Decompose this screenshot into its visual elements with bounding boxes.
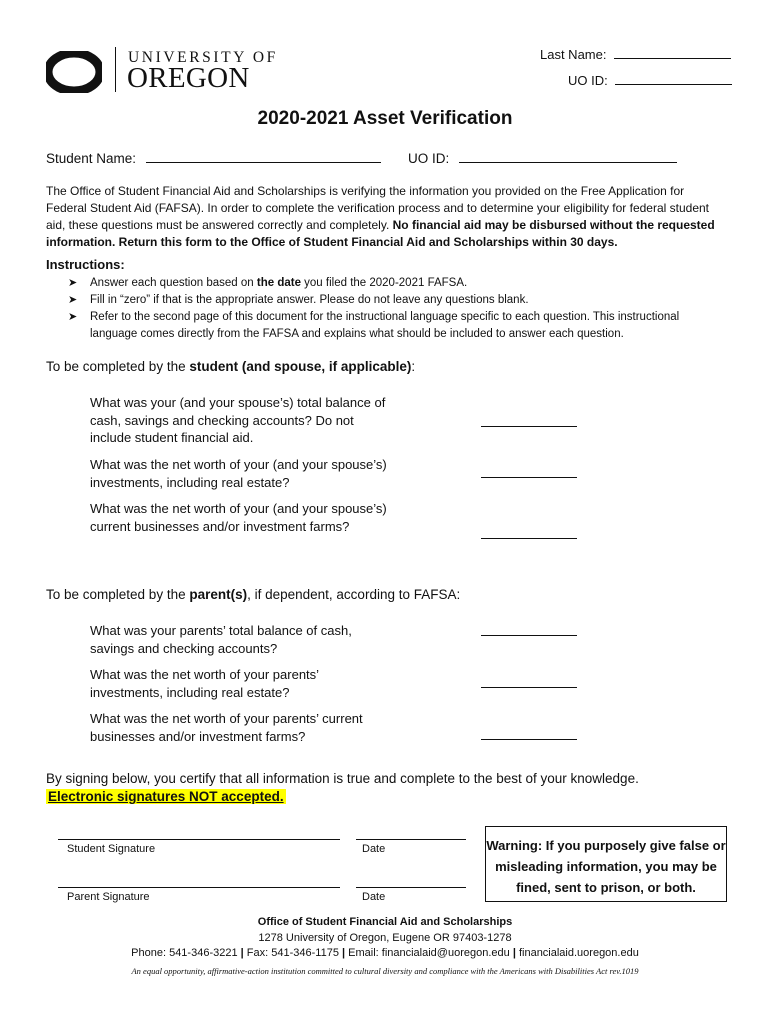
student-date-label: Date: [362, 843, 386, 855]
student-signature-label: Student Signature: [67, 843, 156, 855]
intro-text: The Office of Student Financial Aid and Scholarships is verifying the information you provided on the Free Application for Federal Student Aid (FAFSA). In order to complete the verification process and to determine your eligibility for federal student aid, these questions must be answered correctly and completely.: [46, 184, 710, 232]
student-question-businesses: What was the net worth of your (and your spouse’s) current businesses and/or investment farms?: [90, 501, 387, 534]
student-uo-id-label: UO ID:: [408, 151, 450, 166]
footer-fax: Fax: 541-346-1175: [246, 947, 339, 959]
footer-email[interactable]: Email: financialaid@uoregon.edu: [348, 947, 510, 959]
student-uo-id-blank[interactable]: [459, 151, 677, 163]
instruction-item: ➤ Answer each question based on the date you filed the 2020-2021 FAFSA.: [68, 275, 708, 292]
header-last-name-blank[interactable]: [614, 47, 731, 59]
student-answer-investments-line[interactable]: [481, 477, 577, 478]
parent-question-investments: What was the net worth of your parents’ investments, including real estate?: [90, 667, 319, 700]
arrow-bullet-icon: ➤: [68, 294, 78, 306]
warning-line-3: fined, sent to prison, or both.: [516, 880, 696, 895]
student-answer-businesses-line[interactable]: [481, 538, 577, 539]
parent-answer-businesses-line[interactable]: [481, 739, 577, 740]
warning-box: [485, 826, 727, 902]
parent-signature-label: Parent Signature: [67, 891, 150, 903]
student-section-heading: To be completed by the student (and spouse, if applicable):: [46, 359, 416, 374]
student-name-field[interactable]: [46, 151, 381, 166]
logo-university-of: UNIVERSITY OF: [128, 49, 278, 66]
parent-answer-cash-line[interactable]: [481, 635, 577, 636]
parent-date-line[interactable]: [356, 887, 466, 888]
parent-date-label: Date: [362, 891, 386, 903]
page-title: 2020-2021 Asset Verification: [257, 108, 513, 129]
instructions-heading: Instructions:: [46, 257, 125, 272]
header-last-name-label: Last Name:: [540, 47, 607, 62]
intro-paragraph: [46, 183, 726, 251]
logo-divider: [115, 47, 116, 92]
header-uo-id-blank[interactable]: [615, 73, 732, 85]
student-uo-id-field[interactable]: [408, 151, 677, 166]
footer-address: 1278 University of Oregon, Eugene OR 97403-1278: [258, 932, 512, 944]
footer-contact: Phone: 541-346-3221 | Fax: 541-346-1175 | Email: financialaid@uoregon.edu | financialaid.uoregon.edu: [131, 947, 639, 959]
student-question-investments: What was the net worth of your (and your spouse’s) investments, including real estate?: [90, 457, 387, 490]
instruction-item: ➤ Fill in “zero” if that is the appropriate answer. Please do not leave any questions blank.: [68, 292, 708, 309]
header-uo-id-label: UO ID:: [568, 73, 608, 88]
esig-notice: Electronic signatures NOT accepted.: [48, 789, 284, 804]
instruction-item: ➤ Refer to the second page of this document for the instructional language specific to each question. This instructional language comes directly from the FAFSA and explains what should be included to answer each question.: [68, 311, 680, 340]
parent-section-heading: To be completed by the parent(s), if dependent, according to FAFSA:: [46, 587, 461, 602]
footer-website-link[interactable]: financialaid.uoregon.edu: [518, 947, 639, 959]
student-signature-line[interactable]: [58, 839, 340, 840]
arrow-bullet-icon: ➤: [68, 311, 78, 323]
footer-office: Office of Student Financial Aid and Scholarships: [257, 916, 513, 928]
header-uo-id-field[interactable]: [568, 73, 732, 88]
parent-question-businesses: What was the net worth of your parents’ current businesses and/or investment farms?: [90, 711, 363, 744]
logo-oregon: OREGON: [127, 62, 250, 94]
student-date-line[interactable]: [356, 839, 466, 840]
parent-answer-investments-line[interactable]: [481, 687, 577, 688]
parent-question-cash: What was your parents’ total balance of cash, savings and checking accounts?: [90, 623, 352, 656]
warning-line-1: Warning: If you purposely give false or: [486, 838, 726, 853]
footer-phone: Phone: 541-346-3221: [131, 947, 238, 959]
uo-o-logo-icon: [46, 51, 102, 93]
parent-signature-line[interactable]: [58, 887, 340, 888]
arrow-bullet-icon: ➤: [68, 277, 78, 289]
footer-fineprint: An equal opportunity, affirmative-action institution committed to cultural diversity and compliance with the Americans with Disabilities Act rev.1019: [131, 966, 639, 976]
student-name-label: Student Name:: [46, 151, 137, 166]
student-question-cash: What was your (and your spouse’s) total balance of cash, savings and checking accounts? Do not include student financial aid.: [90, 395, 386, 445]
student-answer-cash-line[interactable]: [481, 426, 577, 427]
warning-line-2: misleading information, you may be: [495, 859, 717, 874]
header-last-name-field[interactable]: [540, 47, 731, 62]
certify-statement: By signing below, you certify that all information is true and complete to the best of your knowledge.: [46, 771, 639, 786]
student-name-blank[interactable]: [146, 151, 381, 163]
intro-bold-text: No financial aid may be disbursed without the requested information. Return this form to the Office of Student Financial Aid and Scholarships within 30 days.: [46, 218, 715, 249]
instructions-list: [68, 275, 708, 343]
